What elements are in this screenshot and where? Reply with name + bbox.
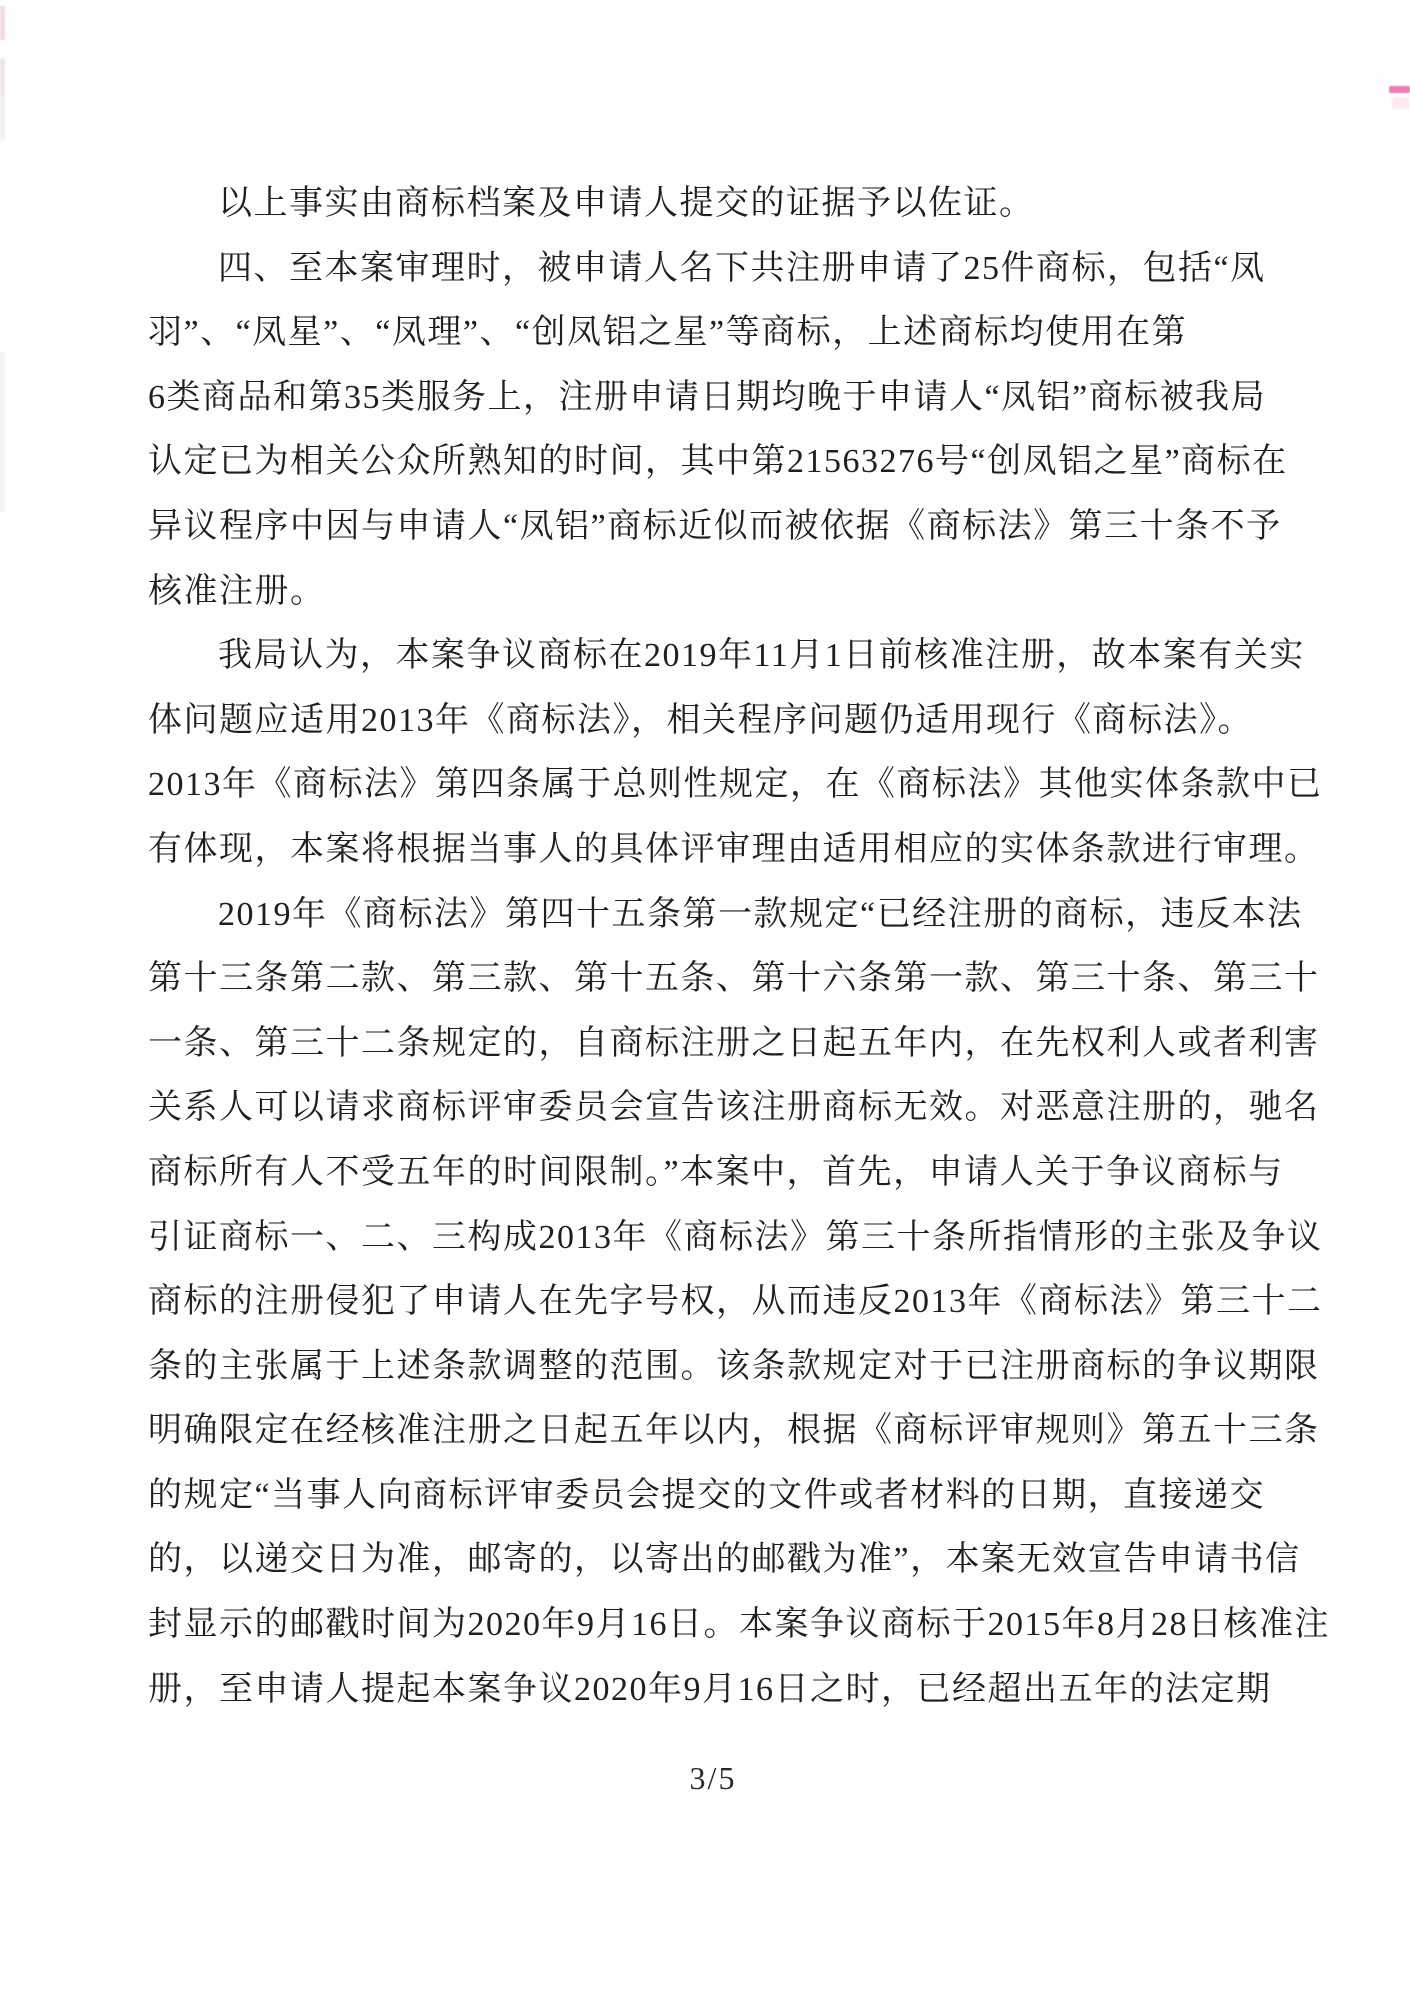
text-line: 体问题应适用2013年《商标法》，相关程序问题仍适用现行《商标法》。: [148, 701, 1253, 739]
text-line: 册，至申请人提起本案争议2020年9月16日之时，已经超出五年的法定期: [148, 1670, 1272, 1708]
document-body: [148, 172, 1330, 1722]
text-line: 的，以递交日为准，邮寄的，以寄出的邮戳为准”，本案无效宣告申请书信: [148, 1541, 1301, 1579]
text-line: 封显示的邮戳时间为2020年9月16日。本案争议商标于2015年8月28日核准注: [148, 1606, 1330, 1644]
text-line: 2013年《商标法》第四条属于总则性规定，在《商标法》其他实体条款中已: [148, 766, 1323, 804]
text-line: 第十三条第二款、第三款、第十五条、第十六条第一款、第三十条、第三十: [148, 960, 1320, 998]
page-number: 3/5: [689, 1760, 737, 1796]
text-line: 6类商品和第35类服务上，注册申请日期均晚于申请人“凤铝”商标被我局: [148, 378, 1267, 416]
text-line: 商标所有人不受五年的时间限制。”本案中，首先，申请人关于争议商标与: [148, 1153, 1284, 1191]
text-line: 羽”、“凤星”、“凤理”、“创凤铝之星”等商标，上述商标均使用在第: [148, 314, 1188, 352]
text-line: 引证商标一、二、三构成2013年《商标法》第三十条所指情形的主张及争议: [148, 1218, 1323, 1256]
text-line: 核准注册。: [148, 572, 326, 610]
scan-edge-artifact: [0, 96, 5, 140]
scan-edge-artifact: [0, 58, 5, 96]
text-line: 关系人可以请求商标评审委员会宣告该注册商标无效。对恶意注册的，驰名: [148, 1089, 1320, 1127]
text-line: 明确限定在经核准注册之日起五年以内，根据《商标评审规则》第五十三条: [148, 1412, 1320, 1450]
pink-smudge-mark: [1392, 97, 1410, 109]
text-line: 商标的注册侵犯了申请人在先字号权，从而违反2013年《商标法》第三十二: [148, 1283, 1323, 1321]
text-line: 以上事实由商标档案及申请人提交的证据予以佐证。: [218, 185, 1035, 222]
pink-highlighter-mark: [1389, 86, 1410, 93]
text-line: 条的主张属于上述条款调整的范围。该条款规定对于已注册商标的争议期限: [148, 1347, 1320, 1385]
text-line: 认定已为相关公众所熟知的时间，其中第21563276号“创凤铝之星”商标在: [148, 443, 1288, 481]
text-line: 2019年《商标法》第四十五条第一款规定“已经注册的商标，违反本法: [218, 895, 1303, 933]
text-line: 我局认为，本案争议商标在2019年11月1日前核准注册，故本案有关实: [218, 637, 1305, 675]
text-line: 四、至本案审理时，被申请人名下共注册申请了25件商标，包括“凤: [218, 249, 1266, 287]
text-line: 的规定“当事人向商标评审委员会提交的文件或者材料的日期，直接递交: [148, 1476, 1266, 1514]
text-line: 有体现，本案将根据当事人的具体评审理由适用相应的实体条款进行审理。: [148, 830, 1320, 868]
text-line: 一条、第三十二条规定的，自商标注册之日起五年内，在先权利人或者利害: [148, 1024, 1320, 1062]
text-line: 异议程序中因与申请人“凤铝”商标近似而被依据《商标法》第三十条不予: [148, 507, 1282, 545]
scan-edge-artifact: [0, 352, 5, 512]
scan-edge-artifact: [0, 6, 5, 40]
